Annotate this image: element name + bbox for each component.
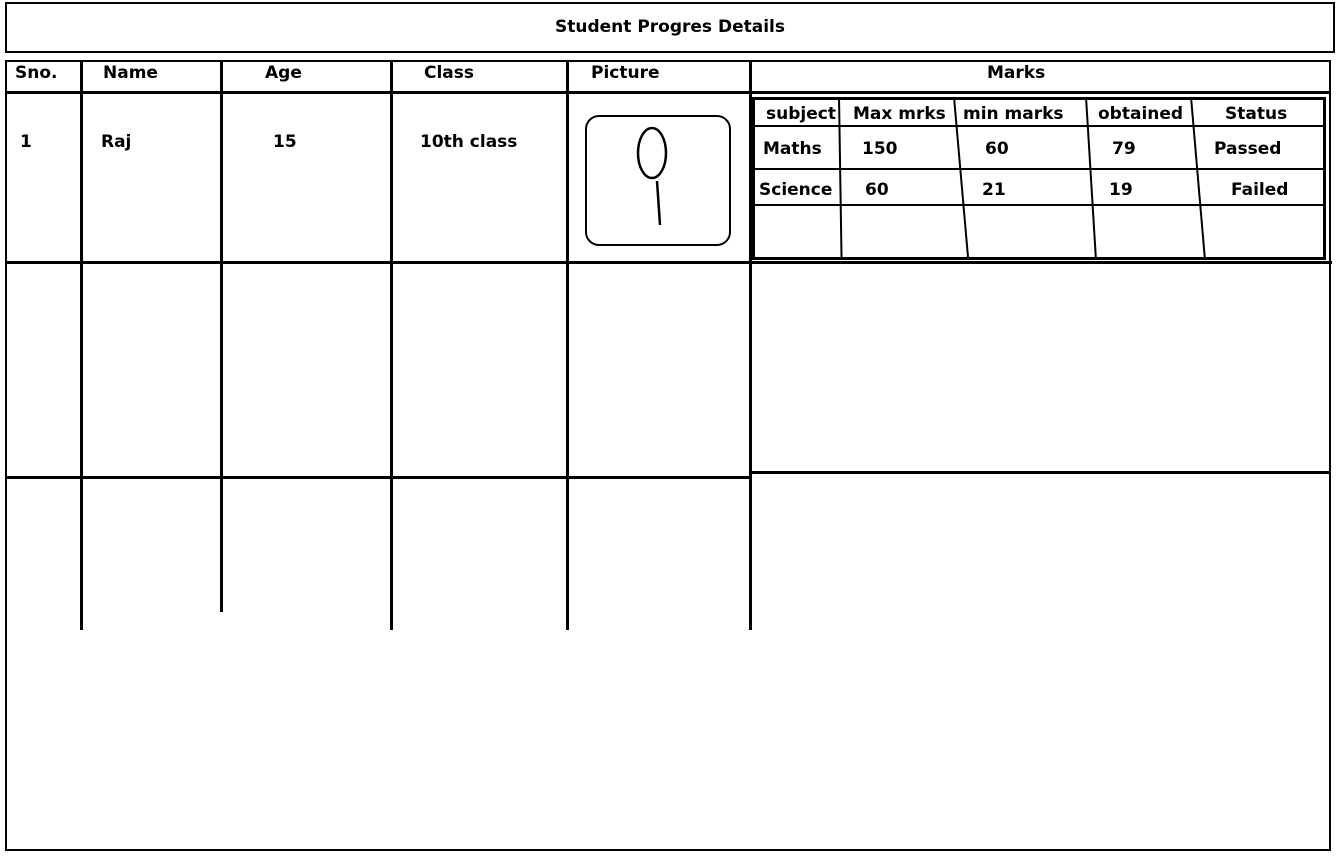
marks-row-obtained: 79 [1112,139,1136,159]
marks-header-min: min marks [963,104,1064,124]
person-stick-figure-icon [587,117,733,248]
row-2-divider-right [752,471,1331,474]
student-name: Raj [101,132,132,152]
student-sno: 1 [20,132,32,152]
marks-row-min: 21 [982,180,1006,200]
student-class: 10th class [420,132,518,152]
header-class: Class [424,63,475,83]
marks-row-2-divider [752,204,1326,206]
marks-row-subject: Maths [763,139,822,159]
header-row-divider [5,91,1331,94]
marks-header-max: Max mrks [853,104,946,124]
row-2-divider-left [5,476,752,479]
marks-header-status: Status [1225,104,1288,124]
student-age: 15 [273,132,297,152]
row-1-divider [5,261,1332,264]
marks-row-status: Failed [1231,180,1289,200]
marks-header-obtained: obtained [1098,104,1184,124]
header-name: Name [103,63,158,83]
title-bar [5,2,1335,53]
col-divider-class-picture [566,60,569,630]
col-divider-name-age [220,60,223,612]
marks-row-obtained: 19 [1109,180,1133,200]
header-sno: Sno. [15,63,58,83]
marks-row-min: 60 [985,139,1009,159]
student-picture [585,115,731,246]
header-picture: Picture [591,63,660,83]
header-age: Age [265,63,302,83]
marks-header-subject: subject [766,104,836,124]
marks-row-max: 60 [865,180,889,200]
marks-row-subject: Science [759,180,833,200]
col-divider-age-class [390,60,393,630]
col-divider-sno-name [80,60,83,630]
marks-row-1-divider [752,168,1326,170]
marks-row-status: Passed [1214,139,1282,159]
marks-row-max: 150 [862,139,898,159]
header-marks: Marks [987,63,1046,83]
page-title: Student Progres Details [555,17,785,37]
